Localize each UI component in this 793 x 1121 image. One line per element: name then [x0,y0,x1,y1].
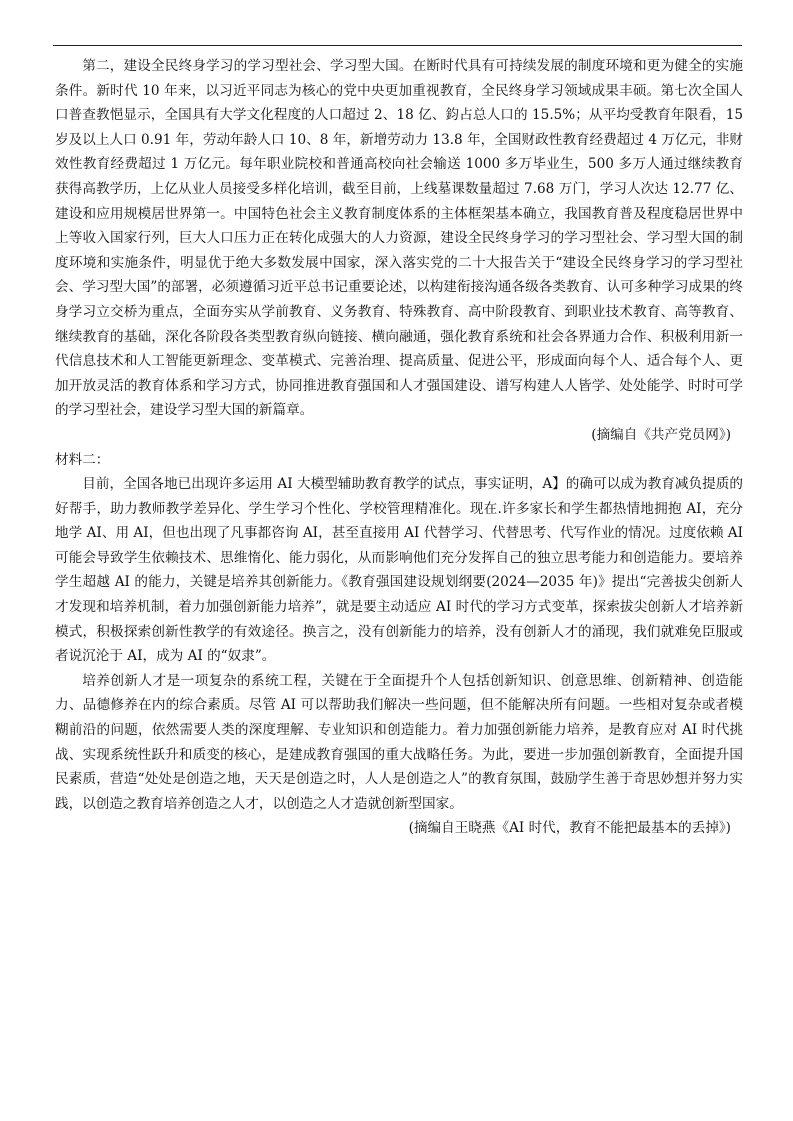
material2-label: 材料二： [55,451,110,468]
material1-source: (摘编自《共产党员网》) [591,426,731,443]
document-body [55,54,743,841]
material2-source: (摘编自王晓燕《AI 时代，教育不能把最基本的丢掉》) [408,820,731,837]
material2-paragraph-2: 培养创新人才是一项复杂的系统工程，关键在于全面提升个人包括创新知识、创意思维、创新精神、创造能力、品德修养在内的综合素质。尽管 AI 可以帮助我们解决一些问题，但不能解决所有问题。一些相对复杂或者模糊前沿的问题，依然需要人类的深度理解、专业知识和创造能力。着力加强创新能力培养，是教育应对 AI 时代挑战、实现系统性跃升和质变的核心，是建成教育强国的重大战略任务。为此，要进一步加强创新教育，全面提升国民素质，营造“处处是创造之地，天天是创造之时，人人是创造之人”的教育氛围，鼓励学生善于奇思妙想并努力实践，以创造之教育培养创造之人才，以创造之人才造就创新型国家。 [55,672,743,812]
material2-paragraph-1: 目前，全国各地已出现许多运用 AI 大模型辅助教育教学的试点，事实证明，A】的确可以成为教育减负提质的好帮手，助力教师教学差异化、学生学习个性化、学校管理精准化。现在.许多家长和学生都热情地拥抱 AI，充分地学 AI、用 AI，但也出现了凡事都咨询 AI，甚至直接用 AI 代替学习、代替思考、代写作业的情况。过度依赖 AI 可能会导致学生依赖技术、思维惰化、能力弱化，从而影响他们充分发挥自己的独立思考能力和创造能力。要培养学生超越 AI 的能力，关键是培养其创新能力。《教育强国建设规划纲要(2024—2035 年)》提出“完善拔尖创新人才发现和培养机制，着力加强创新能力培养”，就是要主动适应 AI 时代的学习方式变革，探索拔尖创新人才培养新模式，积极探索创新性教学的有效途径。换言之，没有创新能力的培养，没有创新人才的涌现，我们就难免臣服或者说沉沦于 AI，成为 AI 的“奴隶”。 [55,476,743,665]
material1-paragraph: 第二，建设全民终身学习的学习型社会、学习型大国。在断时代具有可持续发展的制度环境和更为健全的实施条件。新时代 10 年来，以习近平同志为核心的党中央更加重视教育，全民终身学习领域成果丰硕。第七次全国人口普查教悒显示，全国具有大学文化程度的人口超过 2、18 亿、鈞占总人口的 15.5%；从平均受教育年限看，15 岁及以上人口 0.91 年，劳动年龄人口 10、8 年，新增劳动力 13.8 年，全国财政性教育经费超过 4 万亿元，非财效性教育经费超过 1 万亿元。每年职业院校和普通高校向社会输送 1000 多万毕业生，500 多万人通过继续教育获得高教学历，上亿从业人员接受多样化培训，截至目前，上线墓课数量超过 7.68 万门，学习人次达 12.77 亿、建设和应用规模居世界第一。中国特色社会主义教育制度体系的主体框架基本确立，我国教育普及程度稳居世界中上等收入国家行列，巨大人口压力正在转化成强大的人力资源，建设全民终身学习的学习型社会、学习型大国的制度环境和实施条件，明显优于绝大多数发展中国家，深入落实党的二十大报告关于“建设全民终身学习的学习型社会、学习型大国”的部署，必须遵循习近平总书记重要论述，以构建衔接沟通各级各类教育、认可多种学习成果的终身学习立交桥为重点，全面夯实从学前教育、义务教育、特殊教育、高中阶段教育、到职业技术教育、高等教育、继续教育的基础，深化各阶段各类型教育纵向链接、横向融通，强化教育系统和社会各界通力合作、积极利用新一代信息技术和人工智能更新理念、变革模式、完善治理、提高质量、促进公平，形成面向每个人、适合每个人、更加开放灵活的教育体系和学习方式，协同推进教育强国和人才强国建设、谱写构建人人皆学、处处能学、时时可学的学习型社会，建设学习型大国的新篇章。 [55,58,743,419]
header-rule [53,45,742,46]
